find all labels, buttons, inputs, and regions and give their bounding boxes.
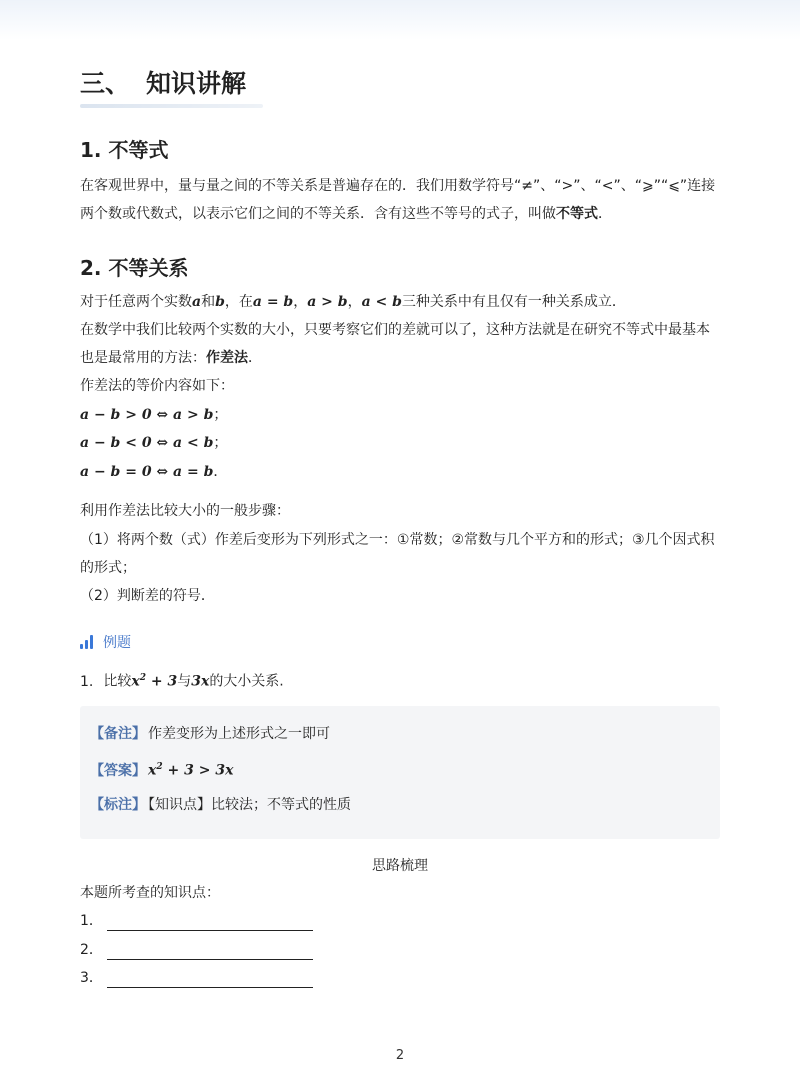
math-plus-3: + 3: [145, 673, 178, 690]
heading-inequality: 1. 不等式: [80, 138, 169, 162]
math-exponent: 2: [139, 673, 146, 683]
equivalence-intro: 作差法的等价内容如下：: [80, 378, 234, 394]
text: 和: [201, 294, 216, 310]
example-label: 例题: [103, 635, 131, 651]
example-question: [80, 667, 284, 693]
blank-row-2: [80, 940, 313, 960]
section-title-underline: [80, 104, 263, 108]
steps-title: 利用作差法比较大小的一般步骤：: [80, 503, 290, 519]
paragraph-text: 在客观世界中，量与量之间的不等关系是普遍存在的．我们用数学符号“≠”、“>”、“<”、“⩾”“⩽”连接两个数或代数式，以表示它们之间的不等关系．含有这些不等号的式子，叫做: [80, 178, 716, 222]
math-greater: a > b: [307, 294, 348, 310]
page-number: 2: [395, 1048, 405, 1063]
paragraph-end: ．: [598, 206, 612, 222]
note-text: 作差变形为上述形式之一即可: [148, 726, 330, 742]
step-1: （1）将两个数（式）作差后变形为下列形式之一：①常数；②常数与几个平方和的形式；③几个因式积的形式；: [80, 532, 715, 576]
fill-blank-line[interactable]: [107, 974, 313, 988]
text: ，: [293, 294, 308, 310]
review-title: 思路梳理: [372, 858, 428, 874]
math-b: b: [215, 294, 225, 310]
equivalence-3: [80, 462, 227, 482]
math-equivalence: a − b = 0 ⇔ a = b: [80, 464, 214, 480]
relation-paragraph-difference-method: [80, 316, 720, 372]
step-2: （2）判断差的符号．: [80, 588, 215, 604]
math-x: x: [148, 762, 157, 779]
blank-number: 2．: [80, 942, 103, 958]
heading-inequality-relation: 2. 不等关系: [80, 256, 189, 280]
math-equivalence: a − b > 0 ⇔ a > b: [80, 407, 214, 423]
note-row: [90, 723, 330, 745]
text: 比较: [103, 673, 132, 690]
text: 对于任意两个实数: [80, 294, 192, 310]
answer-row: [90, 756, 233, 782]
section-number: 三、: [80, 69, 131, 98]
text: 与: [177, 673, 192, 690]
section-title: [80, 64, 246, 100]
mark-tag: 【标注】: [90, 797, 146, 813]
review-intro: 本题所考查的知识点：: [80, 885, 220, 901]
term-inequality: 不等式: [556, 206, 598, 222]
math-x: x: [131, 673, 140, 690]
text: ．: [213, 464, 228, 480]
answer-tag: 【答案】: [90, 762, 146, 779]
fill-blank-line[interactable]: [107, 946, 313, 960]
signal-bars-icon: [80, 635, 93, 649]
question-number: 1.: [80, 673, 94, 690]
math-equal: a = b: [252, 294, 294, 310]
blank-number: 1．: [80, 913, 103, 929]
text: ，: [347, 294, 362, 310]
top-gradient-band: [0, 0, 800, 40]
math-3x: 3x: [191, 673, 210, 690]
paragraph-inequality-definition: [80, 172, 720, 228]
blank-number: 3．: [80, 970, 103, 986]
math-exponent: 2: [156, 762, 163, 772]
math-less: a < b: [361, 294, 402, 310]
math-equivalence: a − b < 0 ⇔ a < b: [80, 435, 214, 451]
equivalence-1: [80, 405, 227, 425]
paragraph-text: 在数学中我们比较两个实数的大小，只要考察它们的差就可以了，这种方法就是在研究不等式中最基本也是最常用的方法：: [80, 322, 710, 366]
answer-box: [80, 706, 720, 839]
text: ；: [213, 407, 228, 423]
paragraph-end: ．: [248, 350, 262, 366]
equivalence-2: [80, 433, 227, 453]
text: ；: [213, 435, 228, 451]
section-title-text: 知识讲解: [146, 69, 247, 98]
note-tag: 【备注】: [90, 726, 146, 742]
relation-line-1: [80, 292, 626, 312]
text: 三种关系中有且仅有一种关系成立．: [401, 294, 626, 310]
example-header: [80, 631, 131, 653]
mark-text: 【知识点】比较法；不等式的性质: [148, 797, 351, 813]
text: 的大小关系.: [209, 673, 284, 690]
blank-row-1: [80, 911, 313, 931]
mark-row: [90, 794, 351, 816]
math-answer: + 3 > 3x: [162, 762, 234, 779]
term-difference-method: 作差法: [206, 350, 248, 366]
fill-blank-line[interactable]: [107, 917, 313, 931]
math-a: a: [192, 294, 202, 310]
text: ，在: [224, 294, 253, 310]
blank-row-3: [80, 968, 313, 988]
